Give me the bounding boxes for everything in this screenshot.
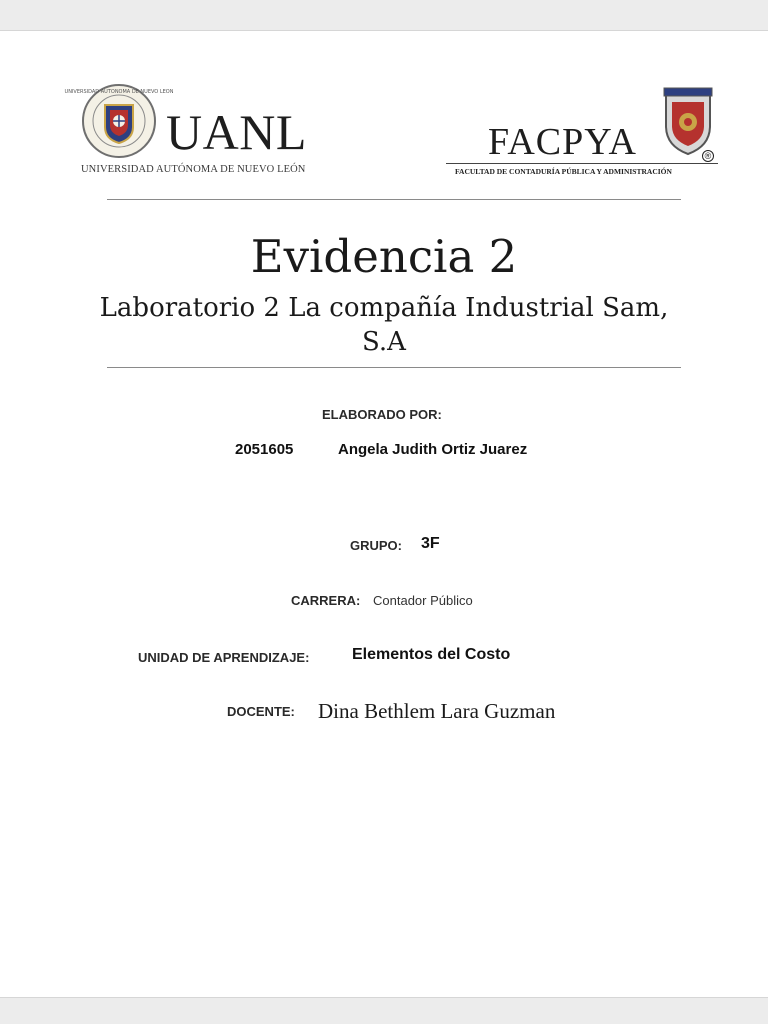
facpya-crest-logo — [660, 86, 716, 156]
unidad-label: UNIDAD DE APRENDIZAJE: — [138, 650, 310, 665]
elaborado-label: ELABORADO POR: — [322, 407, 442, 422]
svg-text:UNIVERSIDAD AUTONOMA DE NUEVO: UNIVERSIDAD AUTONOMA DE NUEVO LEON — [64, 89, 174, 95]
student-id: 2051605 — [235, 441, 294, 458]
uanl-logo-text: UANL — [166, 104, 307, 160]
unidad-value: Elementos del Costo — [352, 646, 511, 663]
docente-value: Dina Bethlem Lara Guzman — [318, 699, 556, 723]
document-subtitle: Laboratorio 2 La compañía Industrial Sam, S.A — [99, 293, 669, 357]
document-title: Evidencia 2 — [250, 230, 518, 283]
carrera-label: CARRERA: — [291, 593, 361, 608]
docente-label: DOCENTE: — [227, 704, 295, 719]
top-divider — [107, 199, 681, 200]
uanl-seal-logo — [64, 83, 174, 159]
uanl-full-name: UNIVERSIDAD AUTÓNOMA DE NUEVO LEÓN — [81, 164, 306, 175]
grupo-label: GRUPO: — [350, 538, 402, 553]
bottom-divider — [107, 367, 681, 368]
carrera-value: Contador Público — [373, 593, 473, 608]
author-name: Angela Judith Ortiz Juarez — [338, 441, 528, 458]
facpya-underline — [446, 163, 718, 164]
registered-mark: ® — [702, 150, 714, 162]
facpya-logo-text: FACPYA — [488, 121, 637, 163]
document-page — [0, 30, 768, 998]
grupo-value: 3F — [421, 535, 440, 552]
facpya-full-name: FACULTAD DE CONTADURÍA PÚBLICA Y ADMINISTRACIÓN — [455, 167, 672, 176]
